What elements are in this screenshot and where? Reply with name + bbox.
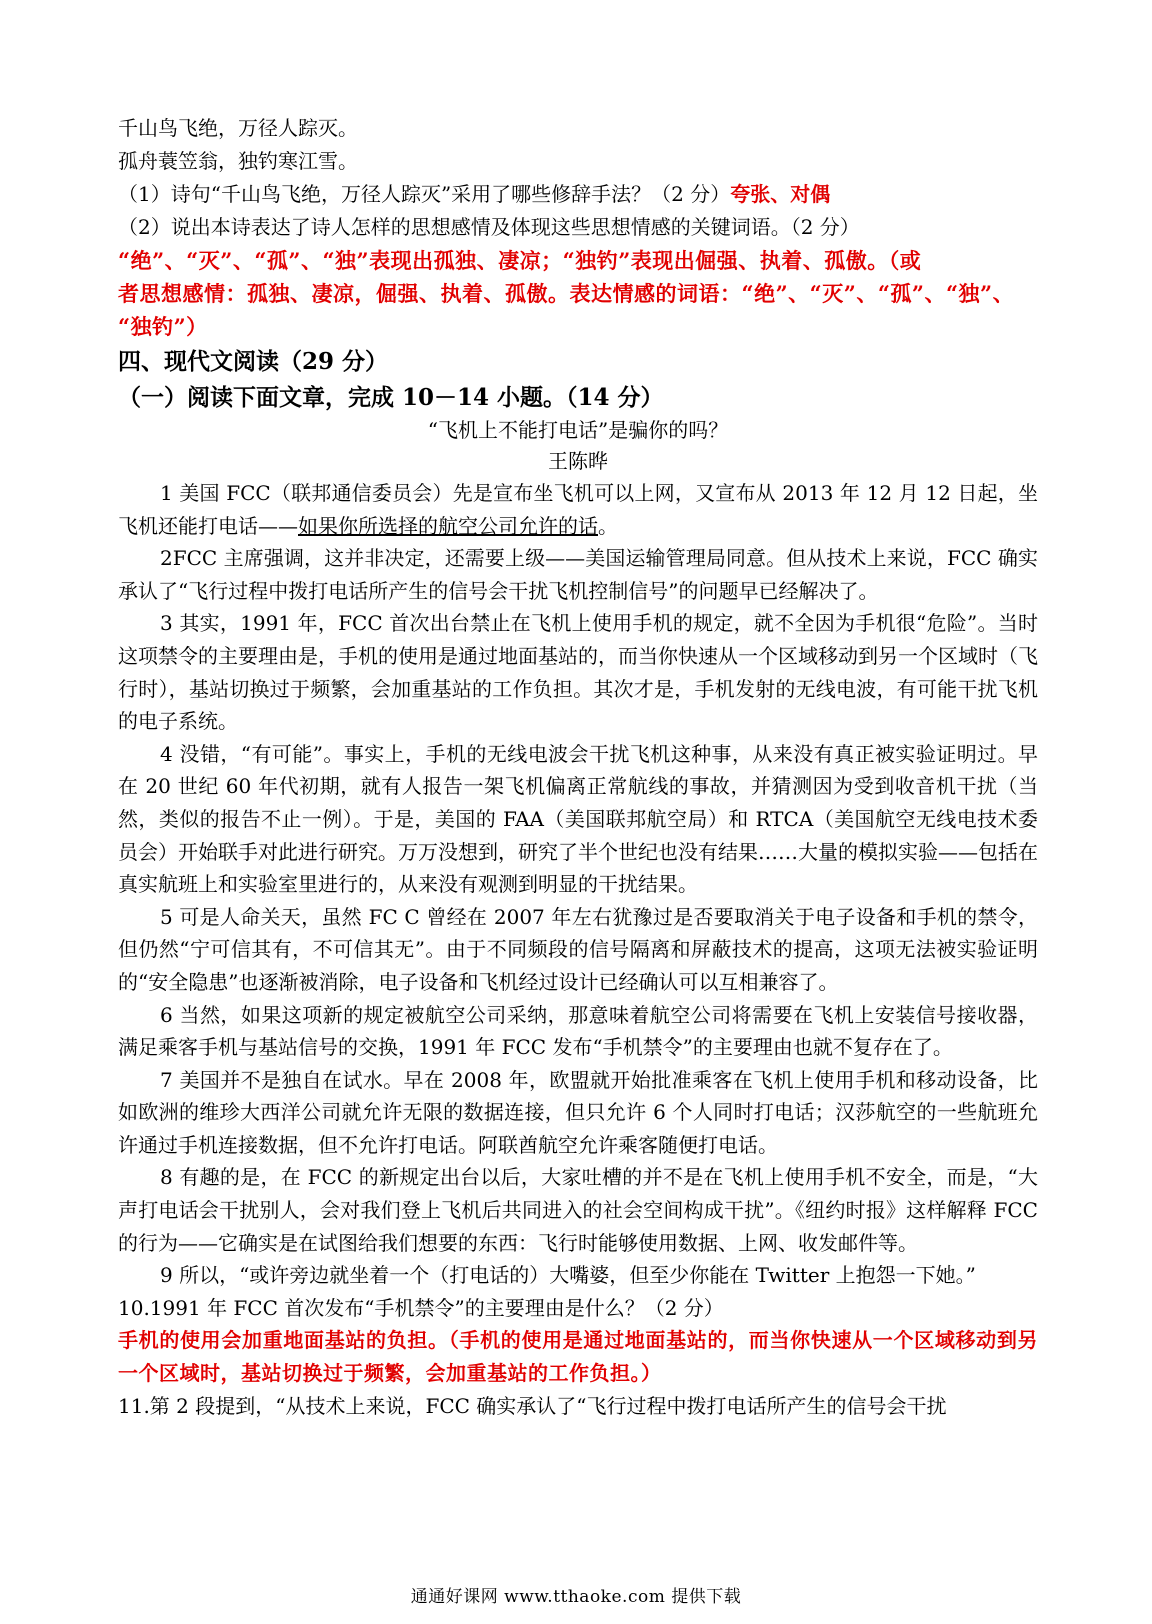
poem-question-2-answer-line-3: “独钓”）	[118, 314, 208, 339]
article-paragraph-5: 5 可是人命关天，虽然 FC C 曾经在 2007 年左右犹豫过是否要取消关于电子设备和手机的禁令，但仍然“宁可信其有，不可信其无”。由于不同频段的信号隔离和屏蔽技术的提高，这项无法被实验证明的“安全隐患”也逐渐被消除，电子设备和飞机经过设计已经确认可以互相兼容了。	[118, 904, 1038, 994]
article-paragraph-8: 8 有趣的是，在 FCC 的新规定出台以后，大家吐槽的并不是在飞机上使用手机不安全，而是，“大声打电话会干扰别人，会对我们登上飞机后共同进入的社会空间构成干扰”。《纽约时报》这样解释 FCC 的行为——它确实是在试图给我们想要的东西：飞行时能够使用数据、上网、收发邮件等。	[118, 1165, 1038, 1255]
article-paragraph-2: 2FCC 主席强调，这并非决定，还需要上级——美国运输管理局同意。但从技术上来说，FCC 确实承认了“飞行过程中拨打电话所产生的信号会干扰飞机控制信号”的问题早已经解决了。	[118, 546, 1038, 603]
poem-question-1	[118, 178, 1038, 211]
article-paragraph-4: 4 没错，“有可能”。事实上，手机的无线电波会干扰飞机这种事，从来没有真正被实验证明过。早在 20 世纪 60 年代初期，就有人报告一架飞机偏离正常航线的事故，并猜测因为受到收音机干扰（当然，类似的报告不止一例）。于是，美国的 FAA（美国联邦航空局）和 RTCA（美国航空无线电技术委员会）开始联手对此进行研究。万万没想到，研究了半个世纪也没有结果……大量的模拟实验——包括在真实航班上和实验室里进行的，从来没有观测到明显的干扰结果。	[118, 741, 1038, 897]
poem-line-2: 孤舟蓑笠翁，独钓寒江雪。	[118, 149, 358, 173]
article-paragraph-7: 7 美国并不是独自在试水。早在 2008 年，欧盟就开始批准乘客在飞机上使用手机和移动设备，比如欧洲的维珍大西洋公司就允许无限的数据连接，但只允许 6 个人同时打电话；汉莎航空的一些航班允许通过手机连接数据，但不允许打电话。阿联酋航空允许乘客随便打电话。	[118, 1067, 1038, 1157]
article-paragraph-3: 3 其实，1991 年，FCC 首次出台禁止在飞机上使用手机的规定，就不全因为手机很“危险”。当时这项禁令的主要理由是，手机的使用是通过地面基站的，而当你快速从一个区域移动到另一个区域时（飞行时），基站切换过于频繁，会加重基站的工作负担。其次才是，手机发射的无线电波，有可能干扰飞机的电子系统。	[118, 611, 1038, 734]
poem-question-1-answer: 夸张、对偶	[730, 182, 831, 206]
section-title: 四、现代文阅读（29 分）	[118, 348, 389, 375]
document-page	[118, 112, 1038, 1422]
question-10-answer: 手机的使用会加重地面基站的负担。（手机的使用是通过地面基站的，而当你快速从一个区域移动到另一个区域时，基站切换过于频繁，会加重基站的工作负担。）	[118, 1328, 1038, 1386]
paragraph-1-underlined: 如果你所选择的航空公司允许的话	[298, 513, 598, 538]
article-paragraph-9: 9 所以，“或许旁边就坐着一个（打电话的）大嘴婆，但至少你能在 Twitter 上抱怨一下她。”	[160, 1263, 976, 1288]
poem-question-1-text: （1）诗句“千山鸟飞绝，万径人踪灭”采用了哪些修辞手法？（2 分）	[118, 182, 731, 206]
poem-question-2-answer-line-2: 者思想感情：孤独、凄凉，倔强、执着、孤傲。表达情感的词语：“绝”、“灭”、“孤”、“独”、	[118, 281, 1015, 306]
article-paragraph-1	[118, 477, 1038, 542]
question-11: 11.第 2 段提到，“从技术上来说，FCC 确实承认了“飞行过程中拨打电话所产生的信号会干扰	[118, 1393, 947, 1418]
poem-question-2-answer-line-1: “绝”、“灭”、“孤”、“独”表现出孤独、凄凉；“独钓”表现出倔强、执着、孤傲。（或	[118, 248, 922, 273]
section-subtitle: （一）阅读下面文章，完成 10－14 小题。（14 分）	[118, 384, 664, 411]
article-author: 王陈晔	[548, 449, 608, 473]
poem-line-1: 千山鸟飞绝，万径人踪灭。	[118, 116, 358, 140]
article-paragraph-6: 6 当然，如果这项新的规定被航空公司采纳，那意味着航空公司将需要在飞机上安装信号接收器，满足乘客手机与基站信号的交换，1991 年 FCC 发布“手机禁令”的主要理由也就不复存在了。	[118, 1002, 1038, 1060]
paragraph-1-text: 1 美国 FCC（联邦通信委员会）先是宣布坐飞机可以上网，又宣布从 2013 年 12 月 12 日起，坐飞机还能打电话——	[118, 481, 1038, 538]
article-title: “飞机上不能打电话”是骗你的吗？	[427, 418, 729, 442]
question-10: 10.1991 年 FCC 首次发布“手机禁令”的主要理由是什么？（2 分）	[118, 1295, 724, 1320]
paragraph-1-end: 。	[598, 513, 618, 538]
page-footer: 通通好课网 www.tthaoke.com 提供下载	[410, 1587, 742, 1607]
poem-question-2: （2）说出本诗表达了诗人怎样的思想感情及体现这些思想情感的关键词语。（2 分）	[118, 215, 860, 239]
